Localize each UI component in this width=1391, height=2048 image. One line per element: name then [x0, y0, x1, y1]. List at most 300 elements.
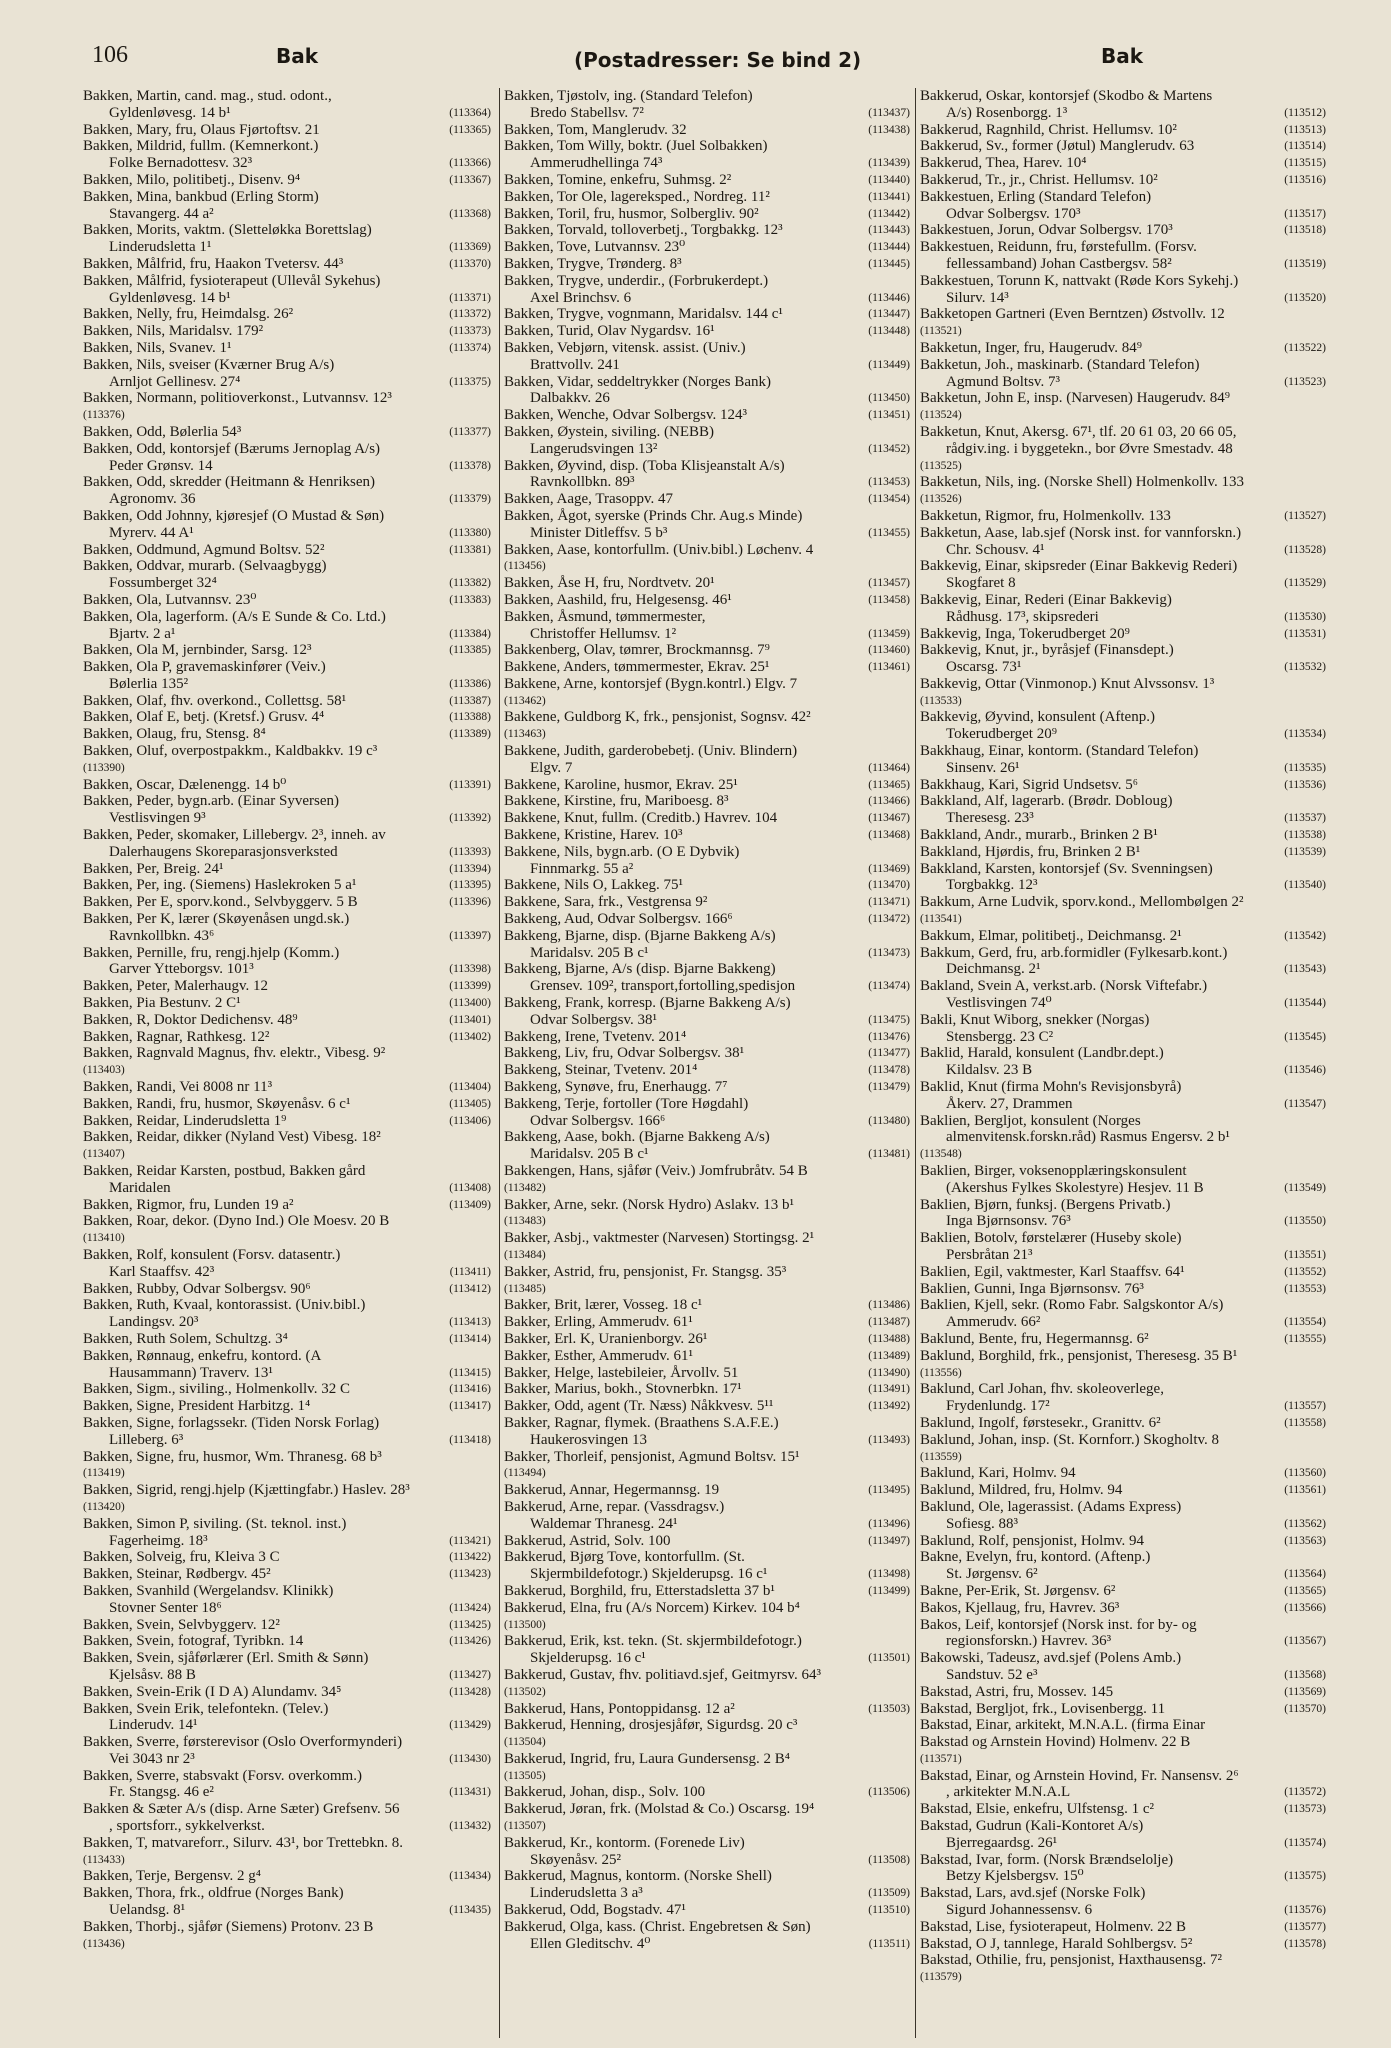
listing-text: Baklien, Birger, voksenopplæringskonsulent	[920, 1163, 1187, 1179]
listing-text: Bakken, Ruth Solem, Schultzg. 3⁴	[83, 1330, 288, 1347]
phone-number: (113491)	[868, 1383, 910, 1396]
phone-number: (113493)	[868, 1433, 910, 1446]
listing-text: Bakkevig, Øyvind, konsulent (Aftenp.)	[920, 709, 1155, 726]
phone-number: (113431)	[449, 1786, 491, 1799]
listing-line	[920, 626, 1326, 643]
phone-number: (113554)	[1284, 1316, 1326, 1329]
phone-number: (113518)	[1284, 224, 1326, 237]
phone-number: (113378)	[449, 459, 491, 472]
listing-text: Bakkerud, Erik, kst. tekn. (St. skjermbildefotogr.)	[504, 1633, 802, 1650]
phone-number: (113578)	[1284, 1937, 1326, 1950]
listing-line	[504, 474, 910, 491]
listing-line	[920, 1465, 1326, 1482]
postal-address-note: (Postadresser: Se bind 2)	[574, 48, 862, 72]
phone-number: (113486)	[868, 1299, 910, 1312]
listing-text: Bakker, Ragnar, flymek. (Braathens S.A.F.E.)	[504, 1414, 779, 1431]
listing-text: Bakken, Torvald, tolloverbetj., Torgbakkg. 12³	[504, 222, 783, 239]
phone-number: (113526)	[920, 493, 962, 506]
phone-number: (113425)	[449, 1618, 491, 1631]
listing-text: Silurv. 14³	[946, 289, 1009, 306]
listing-text: Bakken, Ola, lagerform. (A/s E Sunde & Co. Ltd.)	[83, 608, 386, 625]
listing-text: Grensev. 109², transport,fortolling,spedisjon	[530, 978, 796, 995]
listing-text: Bakkerud, Henning, drosjesjåfør, Sigurdsg. 20 c³	[504, 1717, 798, 1734]
phone-number: (113394)	[449, 862, 491, 875]
phone-number: (113469)	[868, 862, 910, 875]
listing-line	[920, 105, 1326, 122]
listing-text: Bakkum, Arne Ludvik, sporv.kond., Mellombølgen 2²	[920, 894, 1244, 911]
listing-text: Bakstad og Arnstein Hovind) Holmenv. 22 B	[920, 1734, 1191, 1751]
listing-text: Bakli, Knut Wiborg, snekker (Norgas)	[920, 1011, 1150, 1028]
listing-text: Skjermbildefotogr.) Skjelderupsg. 16 c¹	[530, 1566, 768, 1583]
listing-text: Bakken, Ragnar, Rathkesg. 12²	[83, 1028, 270, 1045]
listing-line	[83, 1029, 491, 1046]
listing-line	[920, 1096, 1326, 1113]
listing-text: Haukerosvingen 13	[530, 1431, 648, 1448]
listing-text: Bakkestuen, Jorun, Odvar Solbergsv. 170³	[920, 222, 1173, 239]
listing-line	[920, 138, 1326, 155]
phone-number: (113453)	[868, 476, 910, 489]
listing-line	[504, 256, 910, 273]
listing-line	[83, 1717, 491, 1734]
listing-line	[83, 374, 491, 391]
listing-text: Bakkeng, Frank, korresp. (Bjarne Bakkeng A/s)	[504, 995, 791, 1012]
listing-text: Bakken, Signe, President Harbitzg. 1⁴	[83, 1398, 311, 1415]
listing-line	[920, 1902, 1326, 1919]
listing-line	[920, 1600, 1326, 1617]
phone-number: (113457)	[868, 577, 910, 590]
phone-number: (113525)	[920, 459, 962, 472]
phone-number: (113573)	[1284, 1803, 1326, 1816]
listing-text: Bakos, Leif, kontorsjef (Norsk inst. for by- og	[920, 1616, 1197, 1633]
listing-text: Baklund, Ingolf, førstesekr., Granittv. 6²	[920, 1414, 1161, 1431]
phone-number: (113459)	[868, 627, 910, 640]
listing-text: Brattvollv. 241	[530, 356, 620, 373]
listing-text: Bakken, Oluf, overpostpakkm., Kaldbakkv. 19 c³	[83, 743, 378, 760]
listing-text: Bakkevig, Inga, Tokerudberget 20⁹	[920, 625, 1130, 642]
listing-line	[83, 306, 491, 323]
listing-text: Bakkerud, Odd, Bogstadv. 47¹	[504, 1902, 686, 1919]
listing-line	[920, 575, 1326, 592]
listing-line	[504, 1533, 910, 1550]
phone-number: (113454)	[868, 493, 910, 506]
listing-line	[920, 1398, 1326, 1415]
listing-line	[504, 592, 910, 609]
listing-line	[83, 122, 491, 139]
listing-line	[504, 827, 910, 844]
phone-number: (113439)	[868, 157, 910, 170]
listing-line	[920, 290, 1326, 307]
listing-line	[83, 1566, 491, 1583]
listing-text: Fr. Stangsg. 46 e²	[109, 1784, 214, 1801]
listing-line	[920, 961, 1326, 978]
listing-line	[920, 777, 1326, 794]
listing-text: Bakkerud, Oskar, kontorsjef (Skodbo & Martens	[920, 88, 1213, 104]
listing-line	[920, 1331, 1326, 1348]
listing-line	[504, 1936, 910, 1953]
phone-number: (113548)	[920, 1148, 962, 1161]
listing-text: Bakken, Oddmund, Agmund Boltsv. 52²	[83, 541, 325, 558]
listing-text: Bakken, Thora, frk., oldfrue (Norges Bank)	[83, 1885, 344, 1902]
phone-number: (113515)	[1284, 157, 1326, 170]
listing-line	[920, 542, 1326, 559]
listing-text: Vestlisvingen 9³	[109, 810, 206, 827]
listing-text: Bakken, Odd, Bølerlia 54³	[83, 423, 242, 440]
listing-text: Bakkerud, Astrid, Solv. 100	[504, 1532, 671, 1549]
listing-text: Bakken & Sæter A/s (disp. Arne Sæter) Grefsenv. 56	[83, 1801, 400, 1818]
phone-number: (113377)	[449, 425, 491, 438]
listing-text: Bakketun, Knut, Akersg. 67¹, tlf. 20 61 03, 20 66 05,	[920, 423, 1237, 440]
listing-text: Bakker, Esther, Ammerudv. 61¹	[504, 1347, 693, 1364]
listing-line	[920, 340, 1326, 357]
phone-number: (113388)	[449, 711, 491, 724]
phone-number: (113558)	[1284, 1416, 1326, 1429]
listing-text: Bakken, Per E, sporv.kond., Selvbyggerv. 5 B	[83, 894, 358, 911]
phone-number: (113434)	[449, 1870, 491, 1883]
listing-line	[920, 928, 1326, 945]
phone-number: (113496)	[868, 1517, 910, 1530]
phone-number: (113542)	[1284, 929, 1326, 942]
listing-text: Bakken, Ola P, gravemaskinfører (Veiv.)	[83, 659, 326, 676]
listing-text: Bakkestuen, Torunn K, nattvakt (Røde Kors Sykehj.)	[920, 272, 1239, 289]
listing-text: Elgv. 7	[530, 759, 573, 776]
listing-line	[504, 1701, 910, 1718]
phone-number: (113524)	[920, 409, 962, 422]
listing-text: Bakstad, Einar, og Arnstein Hovind, Fr. Nansensv. 2⁶	[920, 1767, 1239, 1784]
listing-text: Bakkene, Judith, garderobebetj. (Univ. Blindern)	[504, 743, 798, 760]
listing-line	[83, 1902, 491, 1919]
listing-text: Theresesg. 23³	[946, 810, 1034, 827]
phone-number: (113541)	[920, 913, 962, 926]
phone-number: (113569)	[1284, 1685, 1326, 1698]
listing-text: Tokerudberget 20⁹	[946, 726, 1057, 743]
listing-line	[83, 810, 491, 827]
phone-number: (113462)	[504, 694, 546, 707]
listing-line	[83, 105, 491, 122]
phone-number: (113467)	[868, 812, 910, 825]
listing-line	[83, 861, 491, 878]
phone-number: (113501)	[868, 1652, 910, 1665]
phone-number: (113561)	[1284, 1484, 1326, 1497]
phone-number: (113520)	[1284, 291, 1326, 304]
listing-line	[504, 306, 910, 323]
listing-line	[920, 877, 1326, 894]
phone-number: (113468)	[868, 829, 910, 842]
listing-text: Gyldenløvesg. 14 b¹	[109, 104, 231, 121]
listing-text: Bakken, Steinar, Rødbergv. 45²	[83, 1566, 271, 1583]
listing-text: Bakken, Odd, kontorsjef (Bærums Jernoplag A/s)	[83, 440, 381, 457]
phone-number: (113535)	[1284, 761, 1326, 774]
phone-number: (113540)	[1284, 879, 1326, 892]
phone-number: (113370)	[449, 257, 491, 270]
listing-line	[83, 172, 491, 189]
listing-line	[83, 1600, 491, 1617]
phone-number: (113383)	[449, 593, 491, 606]
listing-text: Baklund, Borghild, frk., pensjonist, Theresesg. 35 B¹	[920, 1347, 1238, 1364]
listing-line	[920, 374, 1326, 391]
listing-text: Baklund, Rolf, pensjonist, Holmv. 94	[920, 1532, 1145, 1549]
listing-text: Bakken, Mary, fru, Olaus Fjørtoftsv. 21	[83, 121, 320, 138]
phone-number: (113416)	[449, 1383, 491, 1396]
listing-line	[920, 1583, 1326, 1600]
phone-number: (113400)	[449, 997, 491, 1010]
listing-line	[504, 978, 910, 995]
phone-number: (113458)	[868, 593, 910, 606]
phone-number: (113436)	[83, 1937, 125, 1950]
listing-line	[83, 642, 491, 659]
listing-line	[504, 1029, 910, 1046]
listing-line	[504, 1297, 910, 1314]
listing-line	[920, 1566, 1326, 1583]
listing-text: Bakken, Oscar, Dælenengg. 14 b⁰	[83, 776, 287, 793]
phone-number: (113391)	[449, 778, 491, 791]
phone-number: (113545)	[1284, 1030, 1326, 1043]
listing-text: Baklund, Johan, insp. (St. Kornforr.) Skogholtv. 8	[920, 1431, 1220, 1448]
listing-text: rådgiv.ing. i byggetekn., bor Øvre Smestadv. 48	[946, 440, 1233, 457]
listing-line	[83, 155, 491, 172]
phone-number: (113399)	[449, 980, 491, 993]
phone-number: (113464)	[868, 761, 910, 774]
phone-number: (113513)	[1284, 123, 1326, 136]
listing-text: Bakken, Odd Johnny, kjøresjef (O Mustad & Søn)	[83, 507, 385, 524]
listing-text: Bakkerud, Johan, disp., Solv. 100	[504, 1784, 706, 1801]
listing-text: Axel Brinchsv. 6	[530, 289, 632, 306]
listing-text: Bakken, Roar, dekor. (Dyno Ind.) Ole Moesv. 20 B	[83, 1213, 390, 1230]
phone-number: (113426)	[449, 1635, 491, 1648]
phone-number: (113509)	[868, 1887, 910, 1900]
phone-number: (113409)	[449, 1198, 491, 1211]
listing-text: Odvar Solbergsv. 38¹	[530, 1011, 657, 1028]
phone-number: (113437)	[868, 106, 910, 119]
listing-text: Skjelderupsg. 16 c¹	[530, 1650, 646, 1667]
phone-number: (113423)	[449, 1568, 491, 1581]
phone-number: (113551)	[1284, 1248, 1326, 1261]
listing-text: Odvar Solbergsv. 170³	[946, 205, 1081, 222]
listing-line	[504, 323, 910, 340]
listing-text: Betzy Kjelsbergsv. 15⁰	[946, 1868, 1084, 1885]
listing-text: Bakken, Peder, bygn.arb. (Einar Syversen)	[83, 793, 339, 810]
phone-number: (113557)	[1284, 1400, 1326, 1413]
listing-line	[83, 542, 491, 559]
listing-text: Bakkerud, Borghild, fru, Etterstadsletta 37 b¹	[504, 1582, 775, 1599]
listing-text: Bakken, Toril, fru, husmor, Solbergliv. 90²	[504, 205, 759, 222]
phone-number: (113376)	[83, 409, 125, 422]
phone-number: (113375)	[449, 375, 491, 388]
listing-text: Bakker, Asbj., vaktmester (Narvesen) Stortingsg. 2¹	[504, 1230, 815, 1247]
listing-text: Bakken, Ruth, Kvaal, kontorassist. (Univ.bibl.)	[83, 1297, 366, 1314]
listing-text: Peder Grønsv. 14	[109, 457, 213, 474]
listing-text: Bakken, Morits, vaktm. (Sletteløkka Borettslag)	[83, 222, 372, 239]
listing-line	[504, 575, 910, 592]
listing-line	[83, 1264, 491, 1281]
listing-text: Bakkestuen, Reidunn, fru, førstefullm. (Forsv.	[920, 239, 1197, 256]
listing-line	[83, 928, 491, 945]
phone-number: (113381)	[449, 543, 491, 556]
phone-number: (113427)	[449, 1668, 491, 1681]
phone-number: (113404)	[449, 1081, 491, 1094]
phone-number: (113451)	[868, 409, 910, 422]
phone-number: (113465)	[868, 778, 910, 791]
listing-text: Bakken, Peder, skomaker, Lillebergv. 2³, inneh. av	[83, 827, 386, 844]
listing-line	[83, 1633, 491, 1650]
phone-number: (113447)	[868, 308, 910, 321]
listing-line	[920, 256, 1326, 273]
listing-line	[920, 1029, 1326, 1046]
listing-text: Bakkerud, Ingrid, fru, Laura Gundersensg. 2 B⁴	[504, 1750, 790, 1767]
listing-line	[83, 1365, 491, 1382]
phone-number: (113456)	[504, 560, 546, 573]
phone-number: (113505)	[504, 1769, 546, 1782]
listing-line	[504, 877, 910, 894]
listing-line	[504, 1365, 910, 1382]
listing-text: Sofiesg. 88³	[946, 1515, 1018, 1532]
listing-text: Bakken, Oddvar, murarb. (Selvaagbygg)	[83, 558, 327, 575]
phone-number: (113563)	[1284, 1534, 1326, 1547]
phone-number: (113421)	[449, 1534, 491, 1547]
listing-line	[504, 390, 910, 407]
listing-text: Bakken, Reidar, Linderudsletta 1⁹	[83, 1112, 287, 1129]
phone-number: (113531)	[1284, 627, 1326, 640]
phone-number: (113365)	[449, 123, 491, 136]
listing-text: Bølerlia 135²	[109, 675, 189, 692]
listing-line	[920, 1533, 1326, 1550]
listing-text: Bakken, Per, ing. (Siemens) Haslekroken 5 a¹	[83, 877, 357, 894]
listing-text: Bakken, Aashild, fru, Helgesensg. 46¹	[504, 591, 732, 608]
phone-number: (113366)	[449, 157, 491, 170]
listing-line	[83, 206, 491, 223]
listing-line	[504, 659, 910, 676]
phone-number: (113372)	[449, 308, 491, 321]
listing-text: Maridalen	[109, 1179, 171, 1196]
listing-text: Bakken, Wenche, Odvar Solbergsv. 124³	[504, 407, 747, 424]
listing-line	[504, 1012, 910, 1029]
listing-line	[504, 407, 910, 424]
listing-text: Maridalsv. 205 B c¹	[530, 944, 649, 961]
listing-text: Bakketun, Rigmor, fru, Holmenkollv. 133	[920, 507, 1171, 524]
listing-line	[920, 1633, 1326, 1650]
listing-text: Baklund, Ole, lagerassist. (Adams Express)	[920, 1498, 1182, 1515]
listing-text: Bakowski, Tadeusz, avd.sjef (Polens Amb.)	[920, 1650, 1182, 1667]
listing-text: Bakland, Svein A, verkst.arb. (Norsk Viftefabr.)	[920, 978, 1208, 995]
listing-text: Bakkene, Knut, fullm. (Creditb.) Havrev. 104	[504, 810, 778, 827]
phone-number: (113499)	[868, 1584, 910, 1597]
listing-text: Bakker, Helge, lastebileier, Årvollv. 51	[504, 1364, 739, 1381]
listing-text: Åkerv. 27, Drammen	[946, 1095, 1073, 1112]
listing-text: Bakkerud, Tr., jr., Christ. Hellumsv. 10²	[920, 171, 1158, 188]
listing-text: Bakken, Signe, fru, husmor, Wm. Thranesg. 68 b³	[83, 1448, 382, 1465]
listing-line	[504, 1650, 910, 1667]
phone-number: (113428)	[449, 1685, 491, 1698]
phone-number: (113502)	[504, 1685, 546, 1698]
listing-text: Bakkene, Anders, tømmermester, Ekrav. 25¹	[504, 659, 770, 676]
listing-text: Bjerregaardsg. 26¹	[946, 1834, 1058, 1851]
phone-number: (113380)	[449, 526, 491, 539]
listing-text: Bakkum, Gerd, fru, arb.formidler (Fylkesarb.kont.)	[920, 944, 1228, 961]
listing-text: Bakkene, Guldborg K, frk., pensjonist, Sognsv. 42²	[504, 709, 811, 726]
phone-number: (113449)	[868, 358, 910, 371]
phone-number: (113420)	[83, 1500, 125, 1513]
phone-number: (113405)	[449, 1097, 491, 1110]
listing-text: Bakkeng, Steinar, Tvetenv. 201⁴	[504, 1062, 698, 1079]
listing-text: Langerudsvingen 13²	[530, 440, 658, 457]
listing-line	[83, 1784, 491, 1801]
phone-number: (113396)	[449, 896, 491, 909]
listing-line	[83, 1549, 491, 1566]
listing-line	[504, 793, 910, 810]
listing-text: Bakkerud, Bjørg Tove, kontorfullm. (St.	[504, 1549, 745, 1566]
listing-line	[504, 1381, 910, 1398]
listing-text: Bakken, Ola M, jernbinder, Sarsg. 12³	[83, 642, 312, 659]
phone-number: (113512)	[1284, 106, 1326, 119]
listing-text: Baklund, Bente, fru, Hegermannsg. 6²	[920, 1330, 1149, 1347]
listing-text: Bakkland, Alf, lagerarb. (Brødr. Dobloug)	[920, 793, 1173, 810]
listing-text: Bakkengen, Hans, sjåfør (Veiv.) Jomfrubråtv. 54 B	[504, 1163, 808, 1179]
listing-text: Bakken, Nils, sveiser (Kværner Brug A/s)	[83, 356, 335, 373]
phone-number: (113516)	[1284, 173, 1326, 186]
listing-line	[920, 1482, 1326, 1499]
listing-text: Bakken, Reidar Karsten, postbud, Bakken gård	[83, 1163, 366, 1179]
listing-line	[83, 1684, 491, 1701]
listing-text: Bakken, Odd, skredder (Heitmann & Henriksen)	[83, 474, 376, 491]
listing-line	[504, 1583, 910, 1600]
phone-number: (113463)	[504, 728, 546, 741]
column-left	[83, 88, 491, 2038]
listing-line	[920, 1784, 1326, 1801]
listing-text: Fagerheimg. 18³	[109, 1532, 208, 1549]
listing-text: Bakker, Marius, bokh., Stovnerbkn. 17¹	[504, 1381, 742, 1398]
listing-line	[83, 592, 491, 609]
phone-number: (113466)	[868, 795, 910, 808]
listing-line	[504, 1045, 910, 1062]
listing-line	[83, 894, 491, 911]
listing-text: Oscarsg. 73¹	[946, 659, 1022, 676]
phone-number: (113579)	[920, 1971, 962, 1984]
listing-line	[83, 1180, 491, 1197]
listing-text: Bakkeng, Bjarne, A/s (disp. Bjarne Bakkeng)	[504, 961, 776, 978]
listing-text: Bakken, Tom, Manglerudv. 32	[504, 121, 687, 138]
listing-text: Bakken, Rolf, konsulent (Forsv. datasentr.)	[83, 1246, 341, 1263]
listing-text: Myrerv. 44 A¹	[109, 524, 194, 541]
listing-text: Bakken, Rønnaug, enkefru, kontord. (A	[83, 1347, 322, 1364]
listing-text: Bakken, Trygve, underdir., (Forbrukerdept.)	[504, 272, 769, 289]
phone-number: (113479)	[868, 1081, 910, 1094]
listing-line	[504, 894, 910, 911]
listing-text: Bakstad, O J, tannlege, Harald Sohlbergsv. 5²	[920, 1935, 1193, 1952]
phone-number: (113507)	[504, 1820, 546, 1833]
listing-text: Christoffer Hellumsv. 1²	[530, 625, 677, 642]
listing-text: Bakkerud, Gustav, fhv. politiavd.sjef, Geitmyrsv. 64³	[504, 1666, 821, 1683]
listing-text: Bakken, Nils, Svanev. 1¹	[83, 339, 232, 356]
phone-number: (113441)	[868, 190, 910, 203]
listing-text: Waldemar Thranesg. 24¹	[530, 1515, 678, 1532]
listing-line	[920, 1868, 1326, 1885]
listing-line	[83, 709, 491, 726]
phone-number: (113440)	[868, 173, 910, 186]
listing-line	[83, 1096, 491, 1113]
listing-line	[83, 1197, 491, 1214]
listing-text: Bakkland, Karsten, kontorsjef (Sv. Svenningsen)	[920, 860, 1213, 877]
phone-number: (113485)	[504, 1282, 546, 1295]
phone-number: (113475)	[868, 1013, 910, 1026]
phone-number: (113471)	[868, 896, 910, 909]
listing-line	[504, 911, 910, 928]
phone-number: (113560)	[1284, 1467, 1326, 1480]
listing-line	[83, 626, 491, 643]
listing-line	[504, 810, 910, 827]
phone-number: (113414)	[449, 1332, 491, 1345]
listing-text: Bakkestuen, Erling (Standard Telefon)	[920, 188, 1152, 205]
listing-text: Bakken, Aase, kontorfullm. (Univ.bibl.) Løchenv. 4	[504, 541, 814, 558]
listing-line	[920, 122, 1326, 139]
